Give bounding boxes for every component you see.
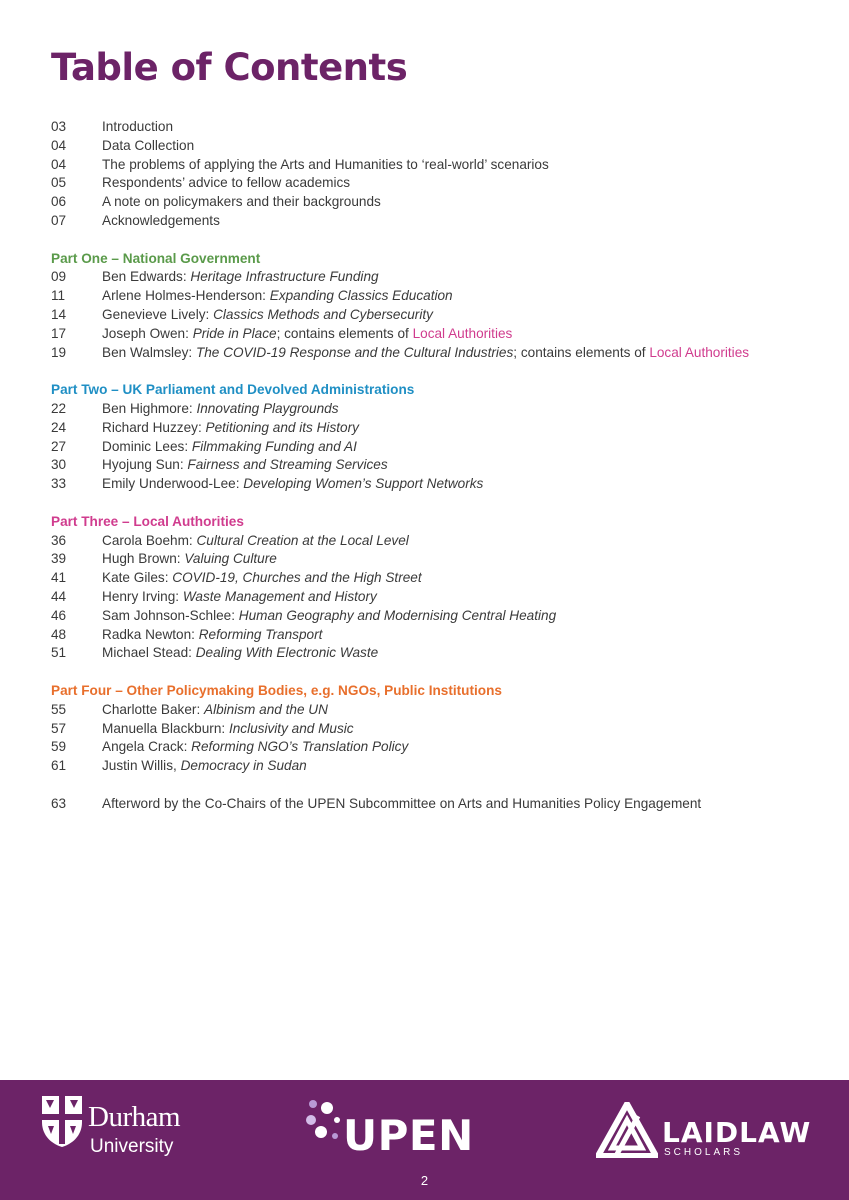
toc-entry[interactable]: [51, 156, 831, 175]
entry-author: Dominic Lees:: [102, 438, 189, 454]
toc-entry[interactable]: [51, 701, 831, 720]
page-number: 07: [51, 212, 67, 228]
entry-title: Acknowledgements: [102, 212, 220, 228]
toc-entry[interactable]: [51, 174, 831, 193]
toc-entry[interactable]: [51, 720, 831, 739]
toc-entry[interactable]: [51, 550, 831, 569]
entry-author: Henry Irving:: [102, 588, 180, 604]
toc-entry[interactable]: [51, 118, 831, 137]
entry-author: Radka Newton:: [102, 626, 195, 642]
page-number: 04: [51, 137, 67, 153]
entry-note: ; contains elements of: [513, 344, 650, 360]
page-number: 27: [51, 438, 67, 454]
entry-author: Genevieve Lively:: [102, 306, 210, 322]
toc-entry[interactable]: [51, 325, 831, 344]
entry-title: Albinism and the UN: [204, 701, 328, 717]
toc-entry[interactable]: [51, 588, 831, 607]
entry-title: Pride in Place: [192, 325, 277, 341]
page-number: 17: [51, 325, 67, 341]
durham-name: Durham: [88, 1101, 181, 1133]
entry-author: Michael Stead:: [102, 645, 192, 661]
entry-title: Fairness and Streaming Services: [187, 457, 388, 473]
toc-entry-afterword[interactable]: [51, 795, 831, 814]
entry-title: Innovating Playgrounds: [196, 400, 339, 416]
entry-title: Cultural Creation at the Local Level: [196, 532, 409, 548]
entry-author: Ben Edwards:: [102, 269, 187, 285]
entry-author: Hugh Brown:: [102, 551, 181, 567]
section-heading-part-two: Part Two – UK Parliament and Devolved Administrations: [51, 382, 415, 398]
entry-title: Introduction: [102, 119, 174, 134]
entry-author: Emily Underwood-Lee:: [102, 476, 240, 492]
page-number: 22: [51, 400, 67, 416]
laidlaw-scholars-logo: [596, 1102, 816, 1162]
toc-entry[interactable]: [51, 738, 831, 757]
local-authorities-link[interactable]: Local Authorities: [649, 344, 750, 360]
entry-title: Democracy in Sudan: [180, 758, 307, 774]
entry-title: Classics Methods and Cybersecurity: [213, 306, 433, 322]
page-number-footer: 2: [420, 1173, 429, 1188]
laidlaw-scholars-text: SCHOLARS: [664, 1147, 744, 1158]
entry-title: Data Collection: [102, 137, 195, 153]
toc-entry[interactable]: [51, 137, 831, 156]
page-number: 33: [51, 476, 67, 492]
entry-author: Sam Johnson-Schlee:: [102, 607, 235, 623]
entry-title: Respondents’ advice to fellow academics: [102, 175, 351, 191]
page-number: 24: [51, 419, 67, 435]
entry-title: Valuing Culture: [184, 551, 277, 567]
entry-author: Justin Willis,: [102, 758, 177, 774]
entry-title: Heritage Infrastructure Funding: [190, 269, 379, 285]
section-heading-part-four: Part Four – Other Policymaking Bodies, e.g. NGOs, Public Institutions: [51, 682, 502, 698]
page-number: 44: [51, 588, 67, 604]
page-number: 04: [51, 156, 67, 172]
toc-entry[interactable]: [51, 569, 831, 588]
entry-author: Carola Boehm:: [102, 532, 193, 548]
entry-title: Filmmaking Funding and AI: [191, 438, 357, 454]
section-heading-part-one: Part One – National Government: [51, 250, 261, 266]
local-authorities-link[interactable]: Local Authorities: [412, 325, 513, 341]
entry-note: ; contains elements of: [276, 325, 413, 341]
page-number: 46: [51, 607, 67, 623]
durham-shield-icon: [40, 1094, 84, 1148]
toc-entry[interactable]: [51, 306, 831, 325]
entry-author: Manuella Blackburn:: [102, 720, 226, 736]
upen-logo: [305, 1096, 495, 1166]
entry-title: Expanding Classics Education: [269, 288, 453, 304]
entry-title: Afterword by the Co-Chairs of the UPEN Subcommittee on Arts and Humanities Policy Engagement: [102, 795, 702, 811]
upen-dots-icon: [305, 1098, 345, 1144]
page-number: 05: [51, 175, 67, 191]
page-number: 19: [51, 344, 67, 360]
entry-title: Petitioning and its History: [205, 419, 359, 435]
toc-entry[interactable]: [51, 475, 831, 494]
entry-title: A note on policymakers and their backgrounds: [102, 194, 381, 210]
page-number: 59: [51, 739, 67, 755]
toc-entry[interactable]: [51, 287, 831, 306]
durham-university-text: University: [90, 1136, 174, 1157]
page-number: 06: [51, 194, 67, 210]
page-number: 03: [51, 119, 67, 134]
page-number: 09: [51, 269, 67, 285]
entry-title: Human Geography and Modernising Central Heating: [238, 607, 557, 623]
table-of-contents: [51, 118, 831, 813]
entry-author: Joseph Owen:: [102, 325, 189, 341]
toc-entry[interactable]: [51, 438, 831, 457]
page-number: 30: [51, 457, 67, 473]
page-title: Table of Contents: [51, 46, 408, 89]
entry-title: Reforming Transport: [198, 626, 323, 642]
page-number: 61: [51, 758, 67, 774]
upen-wordmark: UPEN: [343, 1111, 474, 1160]
entry-author: Angela Crack:: [102, 739, 188, 755]
page-number: 55: [51, 701, 67, 717]
page-number: 63: [51, 795, 67, 811]
entry-author: Charlotte Baker:: [102, 701, 201, 717]
toc-entry[interactable]: [51, 757, 831, 776]
toc-entry[interactable]: [51, 344, 831, 363]
toc-entry[interactable]: [51, 532, 831, 551]
entry-author: Richard Huzzey:: [102, 419, 202, 435]
entry-title: Developing Women’s Support Networks: [243, 476, 484, 492]
entry-title: Reforming NGO’s Translation Policy: [191, 739, 409, 755]
entry-title: Dealing With Electronic Waste: [195, 645, 379, 661]
page-number: 51: [51, 645, 67, 661]
toc-entry[interactable]: [51, 626, 831, 645]
footer-band: [0, 1080, 849, 1200]
entry-author: Kate Giles:: [102, 570, 169, 586]
page-number: 14: [51, 306, 67, 322]
toc-entry[interactable]: [51, 212, 831, 231]
toc-entry[interactable]: [51, 193, 831, 212]
page-number: 57: [51, 720, 67, 736]
entry-title: The COVID-19 Response and the Cultural Industries: [195, 344, 514, 360]
page-number: 48: [51, 626, 67, 642]
page-number: 41: [51, 570, 67, 586]
entry-author: Ben Highmore:: [102, 400, 193, 416]
toc-entry[interactable]: [51, 644, 831, 663]
durham-university-logo: [40, 1092, 240, 1172]
entry-title: Waste Management and History: [182, 588, 377, 604]
entry-author: Arlene Holmes-Henderson:: [102, 288, 266, 304]
laidlaw-triangle-icon: [596, 1102, 658, 1158]
toc-entry[interactable]: [51, 607, 831, 626]
entry-title: Inclusivity and Music: [228, 720, 354, 736]
laidlaw-wordmark: LAIDLAW: [662, 1116, 812, 1149]
page-number: 39: [51, 551, 67, 567]
entry-author: Hyojung Sun:: [102, 457, 184, 473]
toc-entry[interactable]: [51, 419, 831, 438]
page-number: 11: [51, 288, 66, 304]
entry-title: COVID-19, Churches and the High Street: [172, 570, 422, 586]
toc-entry[interactable]: [51, 456, 831, 475]
entry-author: Ben Walmsley:: [102, 344, 193, 360]
section-heading-part-three: Part Three – Local Authorities: [51, 513, 244, 529]
page-number: 36: [51, 532, 67, 548]
entry-title: The problems of applying the Arts and Humanities to ‘real-world’ scenarios: [102, 156, 549, 172]
toc-entry[interactable]: [51, 400, 831, 419]
toc-entry[interactable]: [51, 268, 831, 287]
